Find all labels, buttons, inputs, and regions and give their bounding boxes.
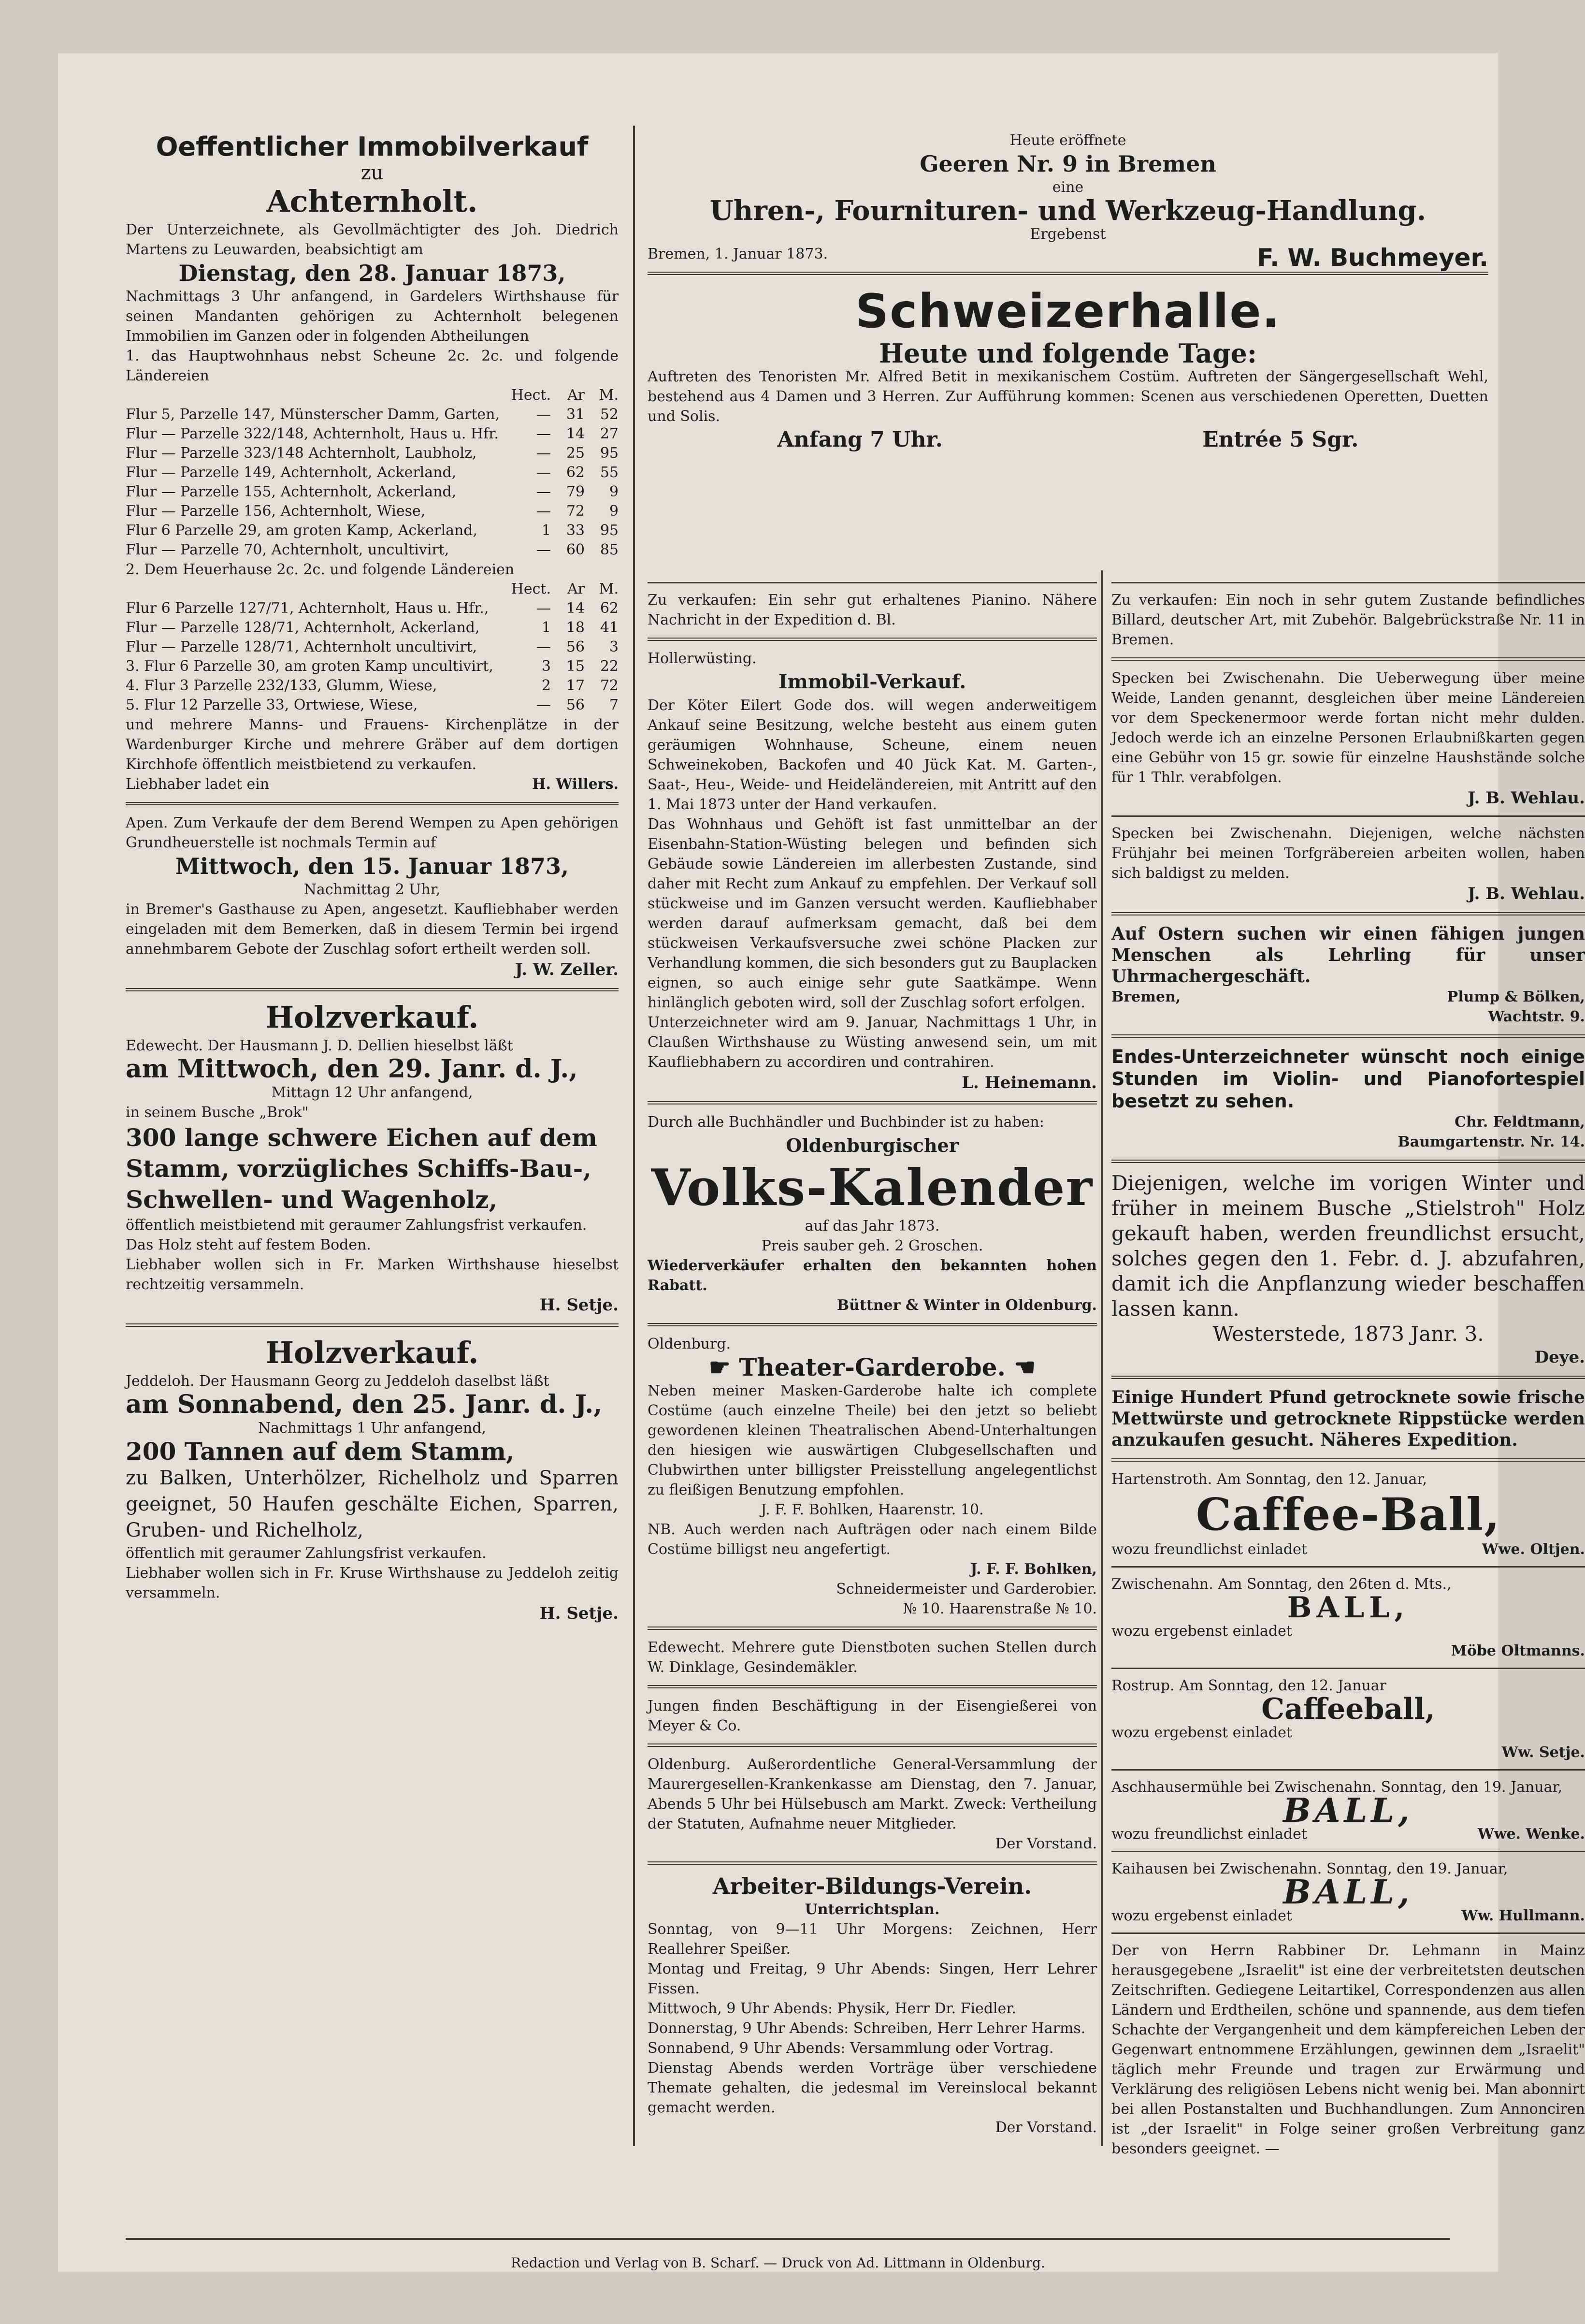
ad-address: № 10. Haarenstraße № 10. <box>903 1600 1097 1617</box>
ad-theater-garderobe <box>648 1334 1097 1619</box>
hectare-value: — <box>536 600 551 617</box>
ad-place: Westerstede, 1873 Janr. 3. <box>1212 1322 1484 1346</box>
ad-start-time: Anfang 7 Uhr. <box>777 427 943 452</box>
ad-text: Das Wohnhaus und Gehöft ist fast unmittelbar an der Eisenbahn-Station-Wüsting belegen und befinden sich Gebäude sowie Ländereien im allerbesten Zustande, sind daher mit Recht zum Ankauf zu empfehlen. Der Verkauf soll stückweise und im Ganzen versucht werden. Kaufliebhaber werden darauf aufmerksam gemacht, daß bei dem stückweisen Verkaufsversuche zwei schöne Placken zur Verhandlung kommen, die sich besonders gut zu Bauplacken eignen, so auch einige sehr gute Saatkämpe. Wenn hinlänglich geboten wird, soll der Zuschlag sofort erfolgen. <box>648 816 1097 1011</box>
schedule-item: Mittwoch, 9 Uhr Abends: Physik, Herr Dr. Fiedler. <box>648 2000 1016 2017</box>
land-row <box>126 676 619 696</box>
ad-time: Mittagn 12 Uhr anfangend, <box>271 1084 473 1101</box>
divider <box>648 582 1097 583</box>
ad-highlight: 300 lange schwere Eichen auf dem Stamm, vorzügliches Schiffs-Bau-, Schwellen- und Wagenholz, <box>126 1123 597 1214</box>
land-row <box>126 463 619 482</box>
land-row <box>126 502 619 521</box>
column-rule <box>1101 570 1103 2146</box>
ar-value: 72 <box>566 503 585 520</box>
ad-title: Immobil-Verkauf. <box>778 670 966 693</box>
divider <box>1111 815 1585 817</box>
hectare-value: 2 <box>541 677 551 694</box>
ar-value: 15 <box>566 658 585 675</box>
ad-maurer: Oldenburg. Außerordentliche General-Versammlung der Maurergesellen-Krankenkasse am Dienstag, den 7. Januar, Abends 5 Uhr bei Hülsebusch am Markt. Zweck: Vertheilung der Statuten, Aufnahme neuer Mitglieder. <box>648 1756 1097 1832</box>
divider <box>1111 582 1585 583</box>
ad-text: Das Holz steht auf festem Boden. <box>126 1236 371 1253</box>
land-row <box>126 657 619 676</box>
column-right <box>1111 575 1585 2219</box>
hectare-value: 1 <box>541 522 551 539</box>
land-row <box>126 599 619 618</box>
divider <box>648 272 1488 275</box>
ad-signature: L. Heinemann. <box>962 1073 1097 1092</box>
ad-place: Bremen, 1. Januar 1873. <box>648 246 828 262</box>
parcel-description: Flur 6 Parzelle 127/71, Achternholt, Haus u. Hfr., <box>126 600 489 617</box>
meter-value: 62 <box>600 600 619 617</box>
ad-price: Preis sauber geh. 2 Groschen. <box>761 1237 983 1254</box>
divider <box>1111 1458 1585 1462</box>
parcel-description: Flur — Parzelle 155, Achternholt, Ackerland, <box>126 483 457 500</box>
ad-text: Unterzeichneter wird am 9. Januar, Nachmittags 1 Uhr, in Claußen Wirthshause zu Wüsting anwesend sein, um mit Kaufliebhabern zu accordiren und contrahiren. <box>648 1014 1097 1071</box>
ad-text: wozu ergebenst einladet <box>1111 1724 1292 1741</box>
schedule-item: Donnerstag, 9 Uhr Abends: Schreiben, Herr Lehrer Harms. <box>648 2020 1086 2037</box>
ad-signature: Der Vorstand. <box>995 1835 1097 1852</box>
ad-signature: Wwe. Oltjen. <box>1482 1541 1585 1558</box>
ad-text: Liebhaber wollen sich in Fr. Marken Wirthshause hieselbst rechtzeitig versammeln. <box>126 1256 619 1293</box>
ad-text: Aschhausermühle bei Zwischenahn. Sonntag, den 19. Januar, <box>1111 1779 1563 1796</box>
ad-signature: J. F. F. Bohlken, Haarenstr. 10. <box>761 1501 984 1518</box>
ad-address: Baumgartenstr. Nr. 14. <box>1398 1133 1585 1150</box>
ad-arbeiter-bildungs-verein <box>648 1873 1097 2137</box>
meter-value: 22 <box>600 658 619 675</box>
ad-text: Apen. Zum Verkaufe der dem Berend Wempen zu Apen gehörigen Grundheuerstelle ist nochmals Termin auf <box>126 814 619 851</box>
meter-value: 95 <box>600 445 619 462</box>
unit-label: M. <box>599 387 619 404</box>
ar-value: 14 <box>566 600 585 617</box>
ad-place: Hollerwüsting. <box>648 650 757 667</box>
ad-signature: Möbe Oltmanns. <box>1451 1642 1585 1659</box>
divider <box>126 802 619 805</box>
ad-text: Durch alle Buchhändler und Buchbinder ist zu haben: <box>648 1114 1044 1131</box>
ad-signature: Schneidermeister und Garderobier. <box>836 1581 1097 1598</box>
ad-text: zu Balken, Unterhölzer, Richelholz und Sparren geeignet, 50 Haufen geschälte Eichen, Sparren, Gruben- und Richelholz, <box>126 1467 619 1541</box>
ar-value: 25 <box>566 445 585 462</box>
ad-immobilverkauf-achternholt <box>126 131 619 794</box>
ad-text: Der Unterzeichnete, als Gevollmächtigter des Joh. Diedrich Martens zu Leuwarden, beabsichtigt am <box>126 221 619 258</box>
ad-title: Theater-Garderobe. <box>739 1353 1006 1381</box>
land-row <box>126 444 619 463</box>
divider <box>648 1685 1097 1688</box>
ad-section: 2. Dem Heuerhause 2c. 2c. und folgende Ländereien <box>126 561 515 578</box>
divider <box>1111 1376 1585 1379</box>
ad-holzverkauf-edewecht <box>126 999 619 1316</box>
divider <box>1111 1668 1585 1669</box>
ad-signature: Chr. Feldtmann, <box>1455 1114 1585 1131</box>
ad-signature: Büttner & Winter in Oldenburg. <box>836 1297 1097 1314</box>
land-row <box>126 618 619 638</box>
hectare-value: — <box>536 445 551 462</box>
ad-text: eine <box>1052 179 1084 196</box>
land-table-2 <box>126 580 619 715</box>
pointing-hand-icon: ☛ <box>708 1353 731 1381</box>
ad-text: in seinem Busche „Brok" <box>126 1104 309 1121</box>
ad-wehlau: Specken bei Zwischenahn. Diejenigen, welche nächsten Frühjahr bei meinen Torfgräbereien arbeiten wollen, haben sich baldigst zu melden. <box>1111 825 1585 882</box>
parcel-description: 3. Flur 6 Parzelle 30, am groten Kamp uncultivirt, <box>126 658 493 675</box>
ad-price: Entrée 5 Sgr. <box>1202 427 1359 452</box>
ad-subtitle: Oldenburgischer <box>786 1134 959 1156</box>
ad-text: auf das Jahr 1873. <box>805 1218 940 1235</box>
ad-text: Heute eröffnete <box>1009 132 1126 149</box>
ad-section: 1. das Hauptwohnhaus nebst Scheune 2c. 2c. und folgende Ländereien <box>126 348 619 384</box>
ad-text: Dienstag Abends werden Vorträge über verschiedene Themate gehalten, die jedesmal im Vereinslocal bekannt gemacht werden. <box>648 2060 1097 2116</box>
ar-value: 18 <box>566 619 585 636</box>
land-row <box>126 540 619 560</box>
land-row <box>126 521 619 540</box>
ad-dienstboten: Edewecht. Mehrere gute Dienstboten suchen Stellen durch W. Dinklage, Gesindemäkler. <box>648 1639 1097 1676</box>
ad-title: Holzverkauf. <box>265 1335 479 1370</box>
ad-text: Hartenstroth. Am Sonntag, den 12. Januar, <box>1111 1471 1427 1488</box>
ad-address: Wachtstr. 9. <box>1488 1008 1585 1025</box>
ad-israelit: Der von Herrn Rabbiner Dr. Lehmann in Mainz herausgegebene „Israelit" ist eine der verbreitetsten deutschen Zeitschriften. Gediegene Leitartikel, Correspondenzen aus allen Ländern und Erdtheilen, schöne und spannende, aus dem tiefen Schachte der Vergangenheit und dem kämpfereichen Leben der Gegenwart entnommene Erzählungen, gewinnen dem „Israelit" täglich mehr Freunde und tragen zur Erwärmung und Verklärung des religiösen Lebens nicht wenig bei. Man abonnirt bei allen Postanstalten und Buchhandlungen. Zum Annonciren ist „der Israelit" in Folge seiner großen Verbreitung ganz besonders geeignet. — <box>1111 1942 1585 2157</box>
ad-billard: Zu verkaufen: Ein noch in sehr gutem Zustande befindliches Billard, deutscher Art, mit Zubehör. Balgebrückstraße Nr. 11 in Bremen. <box>1111 592 1585 648</box>
ad-title: BALL, <box>1287 1591 1410 1625</box>
hectare-value: — <box>536 425 551 442</box>
ad-signature: Ww. Hullmann. <box>1461 1907 1585 1924</box>
meter-value: 95 <box>600 522 619 539</box>
divider <box>1111 1769 1585 1771</box>
land-row <box>126 482 619 502</box>
ad-text: Jeddeloh. Der Hausmann Georg zu Jeddeloh daselbst läßt <box>126 1373 549 1390</box>
ad-date: am Mittwoch, den 29. Janr. d. J., <box>126 1054 578 1084</box>
divider <box>648 1101 1097 1104</box>
ad-volks-kalender <box>648 1112 1097 1315</box>
ar-value: 79 <box>566 483 585 500</box>
unit-label: Ar <box>567 387 585 404</box>
unit-label: Hect. <box>511 581 551 597</box>
ad-date: Mittwoch, den 15. Januar 1873, <box>175 853 569 879</box>
divider <box>1111 657 1585 661</box>
ar-value: 56 <box>566 639 585 655</box>
ad-date: am Sonnabend, den 25. Janr. d. J., <box>126 1390 603 1419</box>
ad-place: Achternholt. <box>266 184 478 219</box>
ad-text: öffentlich mit geraumer Zahlungsfrist verkaufen. <box>126 1545 487 1562</box>
ad-signature: H. Setje. <box>539 1295 619 1315</box>
footer-rule <box>126 2238 1450 2240</box>
parcel-description: Flur — Parzelle 156, Achternholt, Wiese, <box>126 503 426 520</box>
ar-value: 60 <box>566 541 585 558</box>
divider <box>1111 1851 1585 1852</box>
ad-title: Volks-Kalender <box>651 1158 1094 1217</box>
divider <box>1111 1566 1585 1568</box>
hectare-value: — <box>536 639 551 655</box>
newspaper-page <box>58 53 1585 2272</box>
hectare-value: — <box>536 697 551 713</box>
divider <box>1111 1932 1585 1934</box>
land-row <box>126 424 619 444</box>
schedule-item: Sonnabend, 9 Uhr Abends: Versammlung oder Vortrag. <box>648 2040 1054 2057</box>
unit-label: Ar <box>567 581 585 597</box>
hectare-value: — <box>536 541 551 558</box>
ad-pianino: Zu verkaufen: Ein sehr gut erhaltenes Pianino. Nähere Nachricht in der Expedition d. Bl. <box>648 592 1097 628</box>
ad-wehlau: Specken bei Zwischenahn. Die Ueberwegung über meine Weide, Landen genannt, desgleichen über meine Ländereien vor dem Speckenermoor werde fortan nicht mehr dulden. Jedoch werde ich an einzelne Personen Erlaubnißkarten gegen eine Gebühr von 15 gr. sowie für einzelne Haushstände solche für 1 Thlr. verabfolgen. <box>1111 670 1585 786</box>
ad-immobil-hollerwuesting <box>648 649 1097 1093</box>
ar-value: 17 <box>566 677 585 694</box>
parcel-description: Flur 6 Parzelle 29, am groten Kamp, Ackerland, <box>126 522 478 539</box>
parcel-description: Flur — Parzelle 149, Achternholt, Ackerland, <box>126 464 457 481</box>
ad-signature: H. Setje. <box>539 1604 619 1623</box>
schedule-list <box>648 1919 1097 2058</box>
ad-signature: Wwe. Wenke. <box>1478 1826 1585 1843</box>
ad-signature: Deye. <box>1534 1348 1585 1367</box>
ar-value: 33 <box>566 522 585 539</box>
ad-signature: Plump & Bölken, <box>1447 988 1585 1005</box>
divider <box>648 1323 1097 1326</box>
meter-value: 55 <box>600 464 619 481</box>
ad-subtitle: Unterrichtsplan. <box>805 1901 940 1918</box>
ad-lehrling: Auf Ostern suchen wir einen fähigen jungen Menschen als Lehrling für unser Uhrmachergeschäft. <box>1111 924 1585 987</box>
ad-title: Caffee-Ball, <box>1196 1488 1501 1540</box>
ad-text: Liebhaber wollen sich in Fr. Kruse Wirthshause zu Jeddeloh zeitig versammeln. <box>126 1565 619 1601</box>
land-row <box>126 696 619 715</box>
ad-text: wozu freundlichst einladet <box>1111 1826 1307 1843</box>
parcel-description: 4. Flur 3 Parzelle 232/133, Glumm, Wiese, <box>126 677 437 694</box>
ad-text: Kaihausen bei Zwischenahn. Sonntag, den 19. Januar, <box>1111 1860 1508 1877</box>
ad-schweizerhalle <box>648 283 1488 453</box>
ad-time: Nachmittag 2 Uhr, <box>303 881 441 898</box>
ad-signature: J. F. F. Bohlken, <box>970 1561 1097 1578</box>
schedule-item: Montag und Freitag, 9 Uhr Abends: Singen, Herr Lehrer Fissen. <box>648 1961 1097 1997</box>
ad-signature: Der Vorstand. <box>995 2119 1097 2136</box>
ad-heading: Geeren Nr. 9 in Bremen <box>920 151 1216 177</box>
ad-text: Der Köter Eilert Gode dos. will wegen anderweitigem Ankauf seine Besitzung, welche besteht aus einem guten geräumigen Wohnhause, Scheune, einem neuen Schweinekoben, Backofen und 40 Jück Kat. M. Garten-, Saat-, Heu-, Weide- und Heideländereien, mit Antritt auf den 1. Mai 1873 unter der Hand verkaufen. <box>648 697 1097 813</box>
top-span-block <box>648 131 1488 453</box>
ar-value: 56 <box>566 697 585 713</box>
hectare-value: 1 <box>541 619 551 636</box>
ad-signature: F. W. Buchmeyer. <box>1257 244 1488 272</box>
ad-text: Auftreten des Tenoristen Mr. Alfred Betit in mexikanischem Costüm. Auftreten der Sängergesellschaft Wehl, bestehend aus 4 Damen und 3 Herren. Zur Aufführung kommen: Scenen aus verschiedenen Operetten, Duetten und Solis. <box>648 368 1488 425</box>
meter-value: 72 <box>600 677 619 694</box>
ar-value: 62 <box>566 464 585 481</box>
ad-signature: J. W. Zeller. <box>515 960 619 979</box>
ad-signature: J. B. Wehlau. <box>1468 788 1585 808</box>
ar-value: 31 <box>566 406 585 423</box>
unit-label: Hect. <box>511 387 551 404</box>
parcel-description: Flur — Parzelle 323/148 Achternholt, Laubholz, <box>126 445 477 462</box>
ad-title: BALL, <box>1283 1791 1413 1830</box>
ad-title: Arbeiter-Bildungs-Verein. <box>712 1873 1032 1899</box>
parcel-description: Flur — Parzelle 322/148, Achternholt, Haus u. Hfr. <box>126 425 499 442</box>
imprint-footer: Redaction und Verlag von B. Scharf. — Druck von Ad. Littmann in Oldenburg. <box>511 2255 1045 2271</box>
ad-title: Uhren-, Fournituren- und Werkzeug-Handlung. <box>709 195 1426 227</box>
parcel-description: 5. Flur 12 Parzelle 33, Ortwiese, Wiese, <box>126 697 418 713</box>
ad-highlight: 200 Tannen auf dem Stamm, <box>126 1437 515 1466</box>
hectare-value: — <box>536 503 551 520</box>
ad-date: Dienstag, den 28. Januar 1873, <box>178 260 566 286</box>
divider <box>648 638 1097 641</box>
ad-title: Holzverkauf. <box>265 1000 479 1035</box>
divider <box>126 1323 619 1327</box>
ad-text: Wiederverkäufer erhalten den bekannten hohen Rabatt. <box>648 1257 1097 1294</box>
meter-value: 9 <box>609 503 619 520</box>
ad-buchmeyer <box>648 131 1488 272</box>
hectare-value: — <box>536 464 551 481</box>
ad-title: Schweizerhalle. <box>855 284 1281 338</box>
divider <box>648 1743 1097 1747</box>
parcel-description: Flur 5, Parzelle 147, Münsterscher Damm, Garten, <box>126 406 500 423</box>
meter-value: 52 <box>600 406 619 423</box>
ad-signature: H. Willers. <box>532 776 619 793</box>
ad-title: BALL, <box>1283 1873 1413 1912</box>
ad-text: wozu ergebenst einladet <box>1111 1623 1292 1640</box>
hectare-value: 3 <box>541 658 551 675</box>
hectare-value: — <box>536 483 551 500</box>
pointing-hand-icon: ☚ <box>1014 1353 1036 1381</box>
ad-text: Zwischenahn. Am Sonntag, den 26ten d. Mts., <box>1111 1576 1452 1593</box>
divider <box>648 1627 1097 1630</box>
parcel-description: Flur — Parzelle 70, Achternholt, uncultivirt, <box>126 541 449 558</box>
ad-text: wozu ergebenst einladet <box>1111 1907 1292 1924</box>
ad-title: Oeffentlicher Immobilverkauf <box>156 131 589 162</box>
ad-text: Rostrup. Am Sonntag, den 12. Januar <box>1111 1677 1387 1694</box>
ad-zu: zu <box>360 162 384 184</box>
meter-value: 3 <box>609 639 619 655</box>
meter-value: 9 <box>609 483 619 500</box>
divider <box>1111 912 1585 915</box>
meter-value: 85 <box>600 541 619 558</box>
column-rule <box>633 126 635 2146</box>
ad-text: NB. Auch werden nach Aufträgen oder nach einem Bilde Costüme billigst neu angefertigt. <box>648 1521 1097 1558</box>
ad-violin: Endes-Unterzeichneter wünscht noch einige Stunden im Violin- und Pianofortespiel besetzt zu sehen. <box>1111 1046 1585 1112</box>
column-middle <box>648 575 1097 2219</box>
ar-value: 14 <box>566 425 585 442</box>
ad-text: Ergebenst <box>1030 226 1106 243</box>
schedule-item: Sonntag, von 9—11 Uhr Morgens: Zeichnen, Herr Reallehrer Speißer. <box>648 1921 1097 1958</box>
ad-text: Neben meiner Masken-Garderobe halte ich complete Costüme (auch einzelne Theile) bei den jetzt so beliebt gewordenen kleinen Theatralischen Abend-Unterhaltungen den hiesigen wie auswärtigen Clubgesellschaften und Clubwirthen unter billigster Preisstellung angelegentlichst zu fleißigen Benutzung empfohlen. <box>648 1382 1097 1498</box>
ad-text: in Bremer's Gasthause zu Apen, angesetzt. Kaufliebhaber werden eingeladen mit dem Bemerken, daß in diesem Termin bei irgend annehmbarem Gebote der Zuschlag sofort ertheilt werden soll. <box>126 901 619 958</box>
ad-signature: Ww. Setje. <box>1501 1744 1585 1761</box>
ad-title: Caffeeball, <box>1261 1692 1435 1726</box>
ad-text: öffentlich meistbietend mit geraumer Zahlungsfrist verkaufen. <box>126 1217 587 1234</box>
ad-text: Nachmittags 3 Uhr anfangend, in Gardelers Wirthshause für seinen Mandanten gehörigen zu Achternholt belegenen Immobilien im Ganzen oder in folgenden Abtheilungen <box>126 288 619 345</box>
hectare-value: — <box>536 406 551 423</box>
land-row <box>126 405 619 424</box>
ad-text: Edewecht. Der Hausmann J. D. Dellien hieselbst läßt <box>126 1037 513 1054</box>
ad-text: und mehrere Manns- und Frauens- Kirchenplätze in der Wardenburger Kirche und mehrere Gräber auf dem dortigen Kirchhofe öffentlich meistbietend zu verkaufen. <box>126 716 619 773</box>
ad-time: Nachmittags 1 Uhr anfangend, <box>258 1420 487 1437</box>
divider <box>1111 1034 1585 1038</box>
ad-mettwurst: Einige Hundert Pfund getrocknete sowie frische Mettwürste und getrocknete Rippstücke werden anzukaufen gesucht. Näheres Expedition. <box>1111 1387 1585 1450</box>
ad-subtitle: Heute und folgende Tage: <box>879 338 1257 369</box>
ad-holz: Diejenigen, welche im vorigen Winter und früher in meinem Busche „Stielstroh" Holz gekauft haben, werden freundlichst ersucht, solches gegen den 1. Febr. d. J. abzufahren, damit ich die Anpflanzung wieder beschaffen lassen kann. <box>1111 1171 1585 1321</box>
divider <box>1111 1160 1585 1163</box>
column-left <box>126 131 619 2078</box>
divider <box>648 1861 1097 1865</box>
ad-place: Oldenburg. <box>648 1336 731 1352</box>
ad-signature: J. B. Wehlau. <box>1468 884 1585 903</box>
land-row <box>126 638 619 657</box>
ad-jungen: Jungen finden Beschäftigung in der Eisengießerei von Meyer & Co. <box>648 1698 1097 1734</box>
ad-text: wozu freundlichst einladet <box>1111 1541 1307 1558</box>
ad-place: Bremen, <box>1111 988 1181 1005</box>
parcel-description: Flur — Parzelle 128/71, Achternholt, Ackerland, <box>126 619 480 636</box>
parcel-description: Flur — Parzelle 128/71, Achternholt uncultivirt, <box>126 639 477 655</box>
meter-value: 27 <box>600 425 619 442</box>
ad-lead: Liebhaber ladet ein <box>126 776 270 793</box>
divider <box>126 988 619 991</box>
meter-value: 41 <box>600 619 619 636</box>
ad-holzverkauf-jeddeloh <box>126 1335 619 1624</box>
unit-label: M. <box>599 581 619 597</box>
meter-value: 7 <box>609 697 619 713</box>
land-table-1 <box>126 386 619 560</box>
ad-apen <box>126 813 619 980</box>
